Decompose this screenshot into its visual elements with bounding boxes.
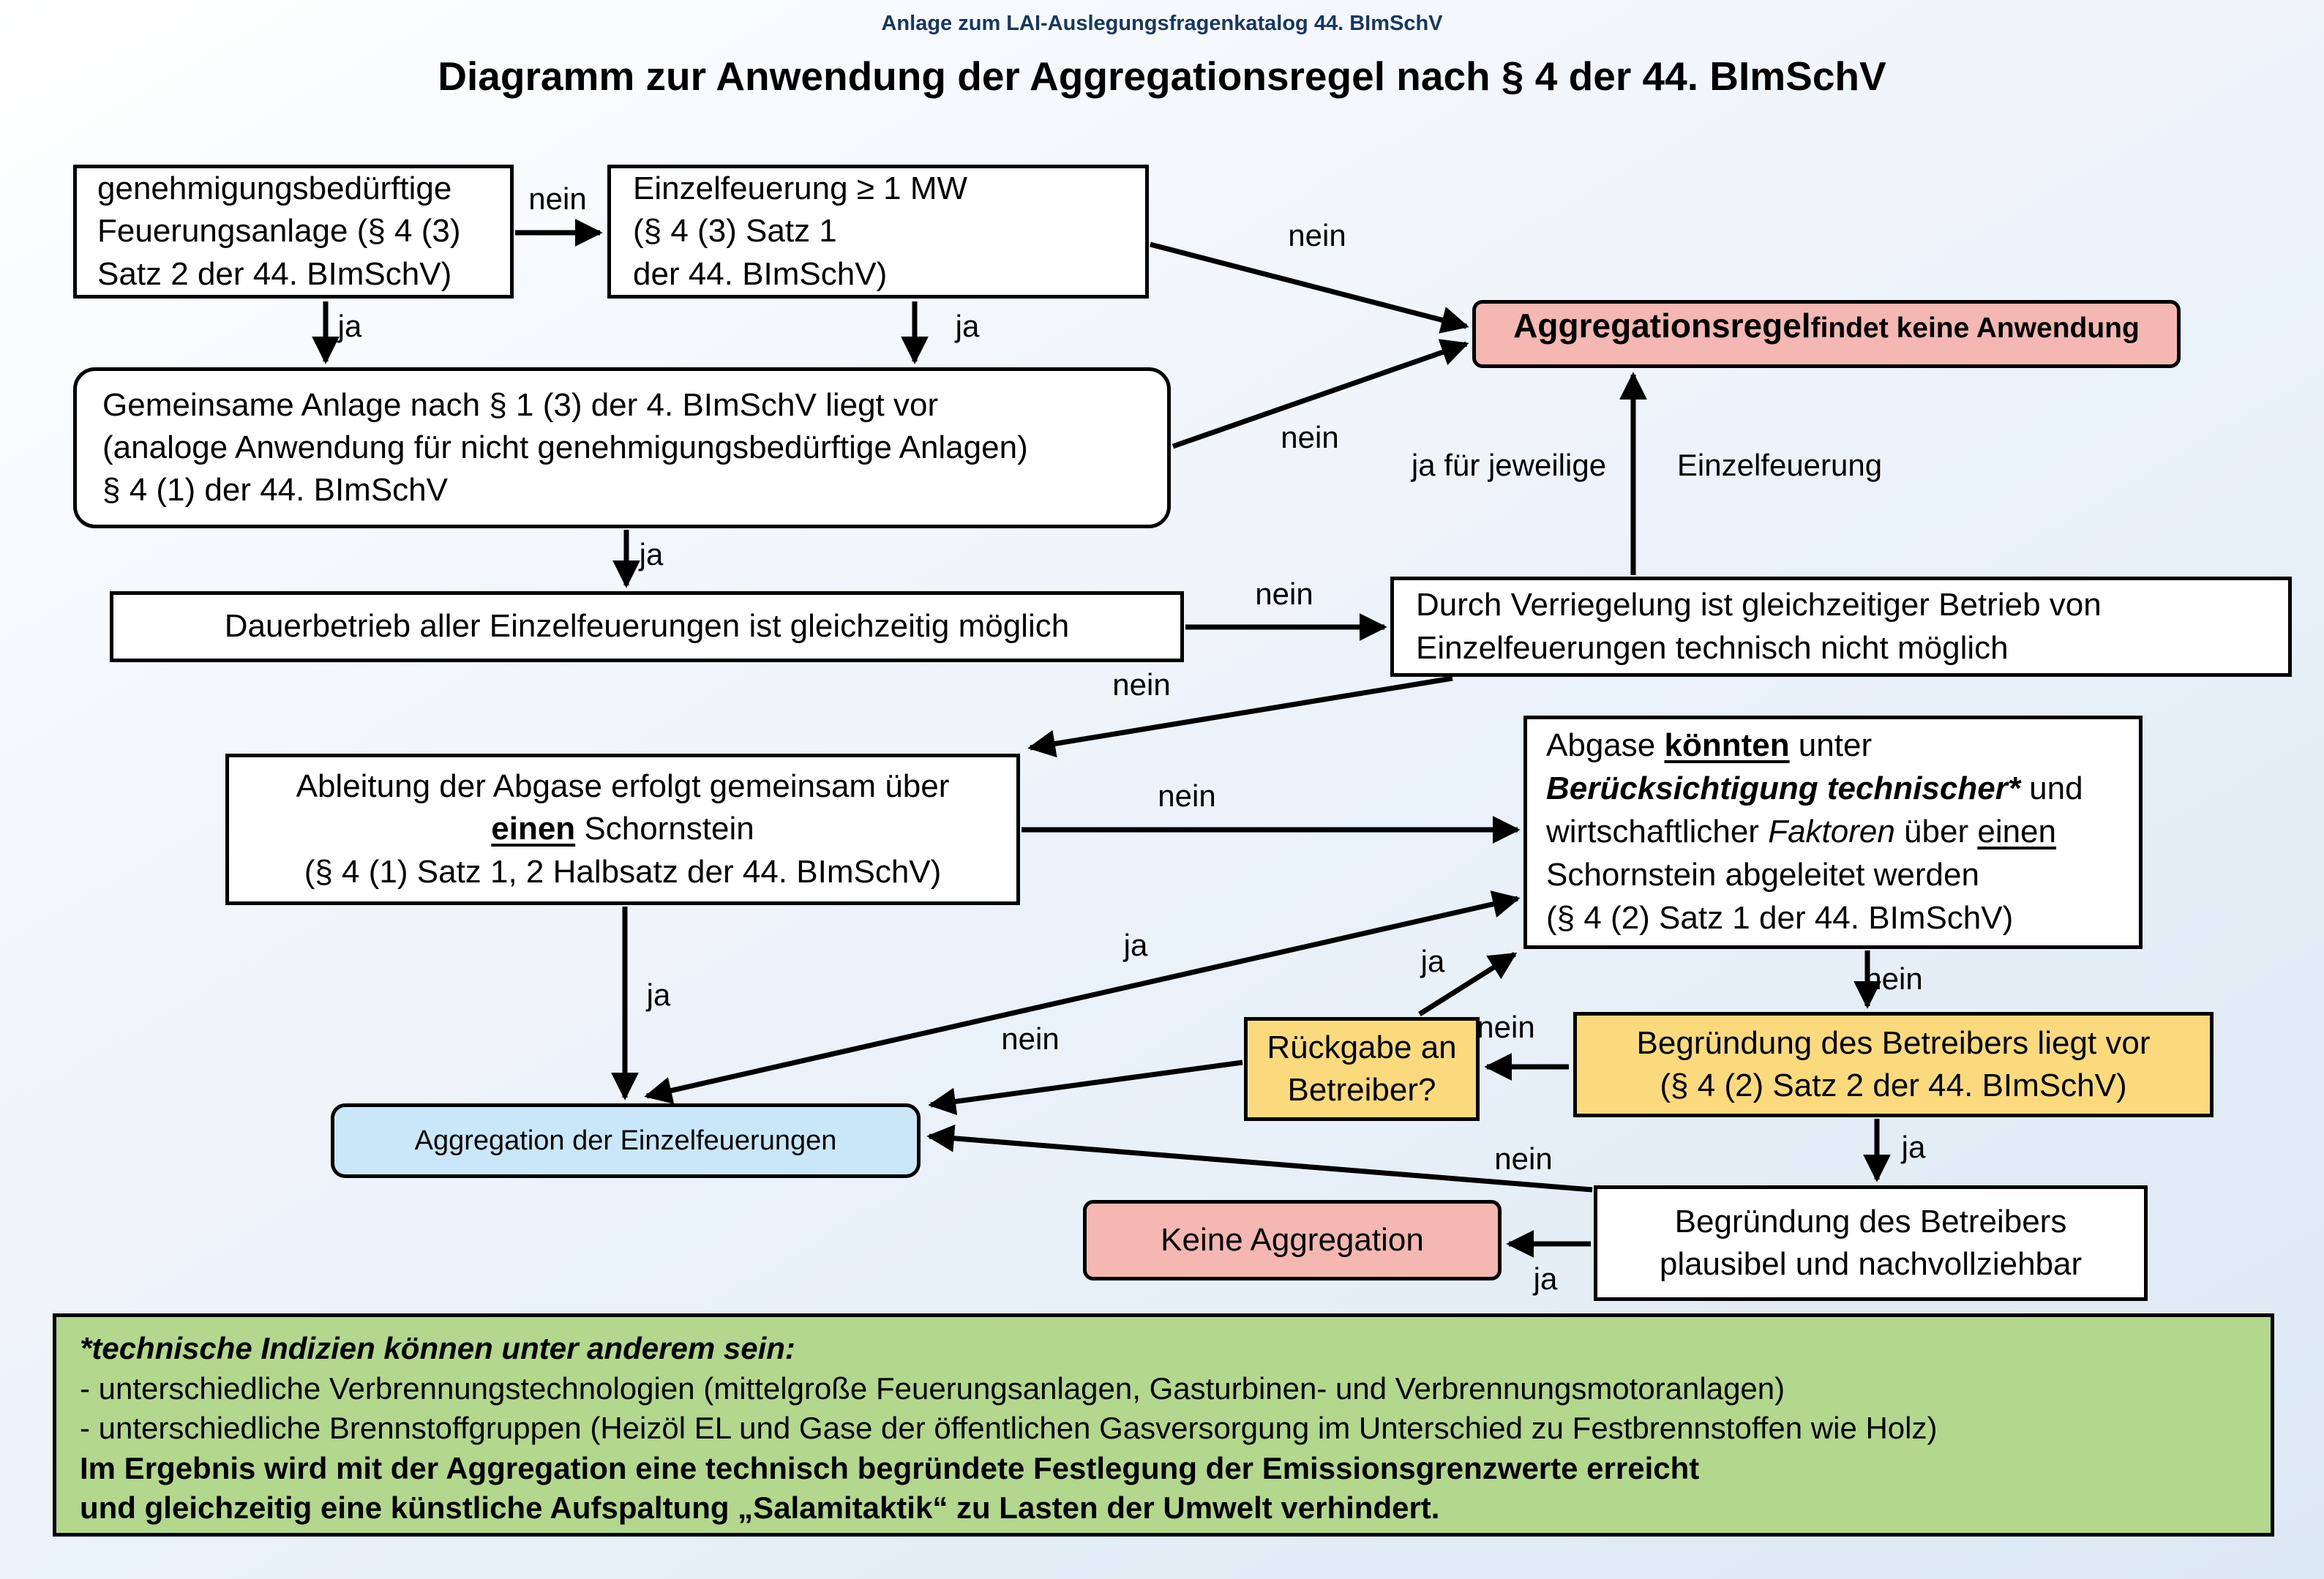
arrow-verriegelung-to-ableitung [1030,678,1452,748]
arrow-rueckgabe-to-aggregation [931,1062,1242,1105]
edge-label-nein-gemeinsame-to-keineanwendung: nein [1281,420,1339,454]
footnote-box [53,1313,2274,1537]
node-einzelfeuerung-1mw [607,165,1149,299]
edge-label-nein-verriegelung-to-ableitung: nein [1112,667,1171,702]
node-line: Keine Aggregation [1161,1221,1424,1258]
edge-label-ja-1mw-to-gemeinsame: ja [955,309,980,343]
node-ableitung-schornstein [225,754,1020,905]
node-line: (§ 4 (2) Satz 1 der 44. BImSchV) [1546,899,2014,936]
node-line: Durch Verriegelung ist gleichzeitiger Betrieb von [1416,587,2102,623]
node-line: Begründung des Betreibers [1674,1203,2067,1239]
node-line [1546,724,1872,768]
node-line: findet keine Anwendung [1810,312,2140,344]
node-line: Rückgabe an [1267,1029,1457,1065]
node-aggregationsregel-keine-anwendung [1472,300,2181,368]
node-line: Aggregation der Einzelfeuerungen [414,1125,837,1156]
edge-label-ja-gemeinsame-to-dauerbetrieb: ja [639,537,664,571]
node-text: wirtschaftlicher [1546,814,1769,850]
footnote-line: - unterschiedliche Brennstoffgruppen (Heizöl EL und Gase der öffentlichen Gasversorgung im Unterschied zu Festbrennstoffen wie Holz) [80,1411,1938,1446]
node-abgase-koennten [1523,716,2143,949]
node-line [296,765,950,808]
page-header: Anlage zum LAI-Auslegungsfragenkatalog 44. BImSchV [881,12,1443,35]
footnote-line: *technische Indizien können unter anderem sein: [80,1331,795,1365]
edge-label-ja-fuer-jeweilige: ja für jeweilige [1411,448,1607,482]
node-dauerbetrieb [110,591,1184,662]
node-line: Satz 2 der 44. BImSchV) [97,255,452,292]
edge-label-nein-ableitung-to-abgase: nein [1158,779,1216,813]
node-line [491,808,754,850]
node-gemeinsame-anlage [73,367,1171,528]
edge-label-nein-dauerbetrieb-to-verriegelung: nein [1255,577,1313,611]
page-title: Diagramm zur Anwendung der Aggregationsregel nach § 4 der 44. BImSchV [438,53,1886,99]
node-line: Betreiber? [1287,1072,1436,1108]
edge-label-einzelfeuerung: Einzelfeuerung [1676,448,1883,482]
node-text: unter [1789,727,1873,764]
footnote-line: - unterschiedliche Verbrennungstechnologien (mittelgroße Feuerungsanlagen, Gasturbinen- und Verbrennungsmotoranlagen) [80,1370,1785,1406]
footnote-line: und gleichzeitig eine künstliche Aufspaltung „Salamitaktik“ zu Lasten der Umwelt verhindert. [80,1490,1440,1526]
node-verriegelung [1390,577,2292,677]
node-begruendung-plausibel [1594,1185,2148,1301]
node-line: plausibel und nachvollziehbar [1659,1246,2083,1282]
node-text: über [1894,814,1978,850]
node-text: Schornstein [575,811,754,847]
footnote-line: Im Ergebnis wird mit der Aggregation eine technisch begründete Festlegung der Emissionsgrenzwerte erreicht [80,1450,1700,1485]
node-line [304,851,942,893]
edge-label-ja-ableitung-to-aggregation: ja [646,978,671,1012]
node-text: Abgase [1546,727,1665,764]
edge-label-ja-begruendung-to-plausibel: ja [1901,1130,1926,1164]
arrow-1mw-to-keineanwendung [1150,244,1466,326]
node-line: (§ 4 (2) Satz 2 der 44. BImSchV) [1660,1068,2127,1103]
edge-label-ja-plausibel-to-keineaggregation: ja [1533,1261,1558,1296]
edge-label-nein-rueckgabe-to-aggregation: nein [1001,1021,1060,1056]
node-begruendung-liegt-vor [1573,1012,2214,1117]
node-line: § 4 (1) der 44. BImSchV [102,472,448,509]
node-genehmigungsbeduerftige-feuerungsanlage [73,165,514,299]
edge-label-nein-plausibel-to-aggregation: nein [1494,1141,1553,1176]
node-line: Gemeinsame Anlage nach § 1 (3) der 4. BImSchV liegt vor [102,386,939,423]
node-text: Ableitung der Abgase erfolgt gemeinsam über [296,768,950,805]
node-line: (§ 4 (3) Satz 1 [633,213,837,250]
node-text: (§ 4 (1) Satz 1, 2 Halbsatz der 44. BImSchV) [304,853,942,890]
edge-label-nein-abgase-to-begruendung: nein [1864,961,1923,996]
node-line: Feuerungsanlage (§ 4 (3) [97,213,461,250]
edge-label-nein-begruendung-to-rueckgabe: nein [1477,1010,1535,1044]
edge-label-ja-start-to-gemeinsame: ja [337,309,362,343]
node-line [1546,811,2056,854]
edge-label-nein-start-to-1mw: nein [528,181,587,216]
node-rueckgabe-betreiber [1244,1017,1480,1121]
node-line [1546,768,2083,811]
node-text: einen [491,811,576,847]
node-keine-aggregation [1083,1200,1502,1280]
node-text: könnten [1664,727,1790,764]
node-line: genehmigungsbedürftige [97,170,452,207]
node-line: (analoge Anwendung für nicht genehmigungsbedürftige Anlagen) [102,429,1028,465]
arrow-plausibel-to-aggregation [929,1136,1592,1190]
node-text: einen [1977,814,2057,850]
node-aggregation-einzelfeuerungen [331,1103,921,1178]
node-text: Faktoren [1768,814,1895,850]
node-line: Begründung des Betreibers liegt vor [1636,1024,2151,1061]
node-line: Einzelfeuerung ≥ 1 MW [633,170,968,207]
node-line: Schornstein abgeleitet werden [1546,856,1979,893]
node-text: Berücksichtigung technischer* [1546,770,2020,807]
edge-label-nein-1mw-to-keineanwendung: nein [1288,218,1346,252]
node-line: Dauerbetrieb aller Einzelfeuerungen ist gleichzeitig möglich [224,608,1070,645]
node-line: der 44. BImSchV) [633,255,888,292]
node-line: Aggregationsregel [1513,307,1811,345]
edge-label-ja-abgase-to-aggregation: ja [1123,928,1148,962]
node-text: und [2020,770,2083,807]
node-line: Einzelfeuerungen technisch nicht möglich [1416,629,2009,666]
edge-label-ja-rueckgabe-to-abgase: ja [1420,944,1445,978]
